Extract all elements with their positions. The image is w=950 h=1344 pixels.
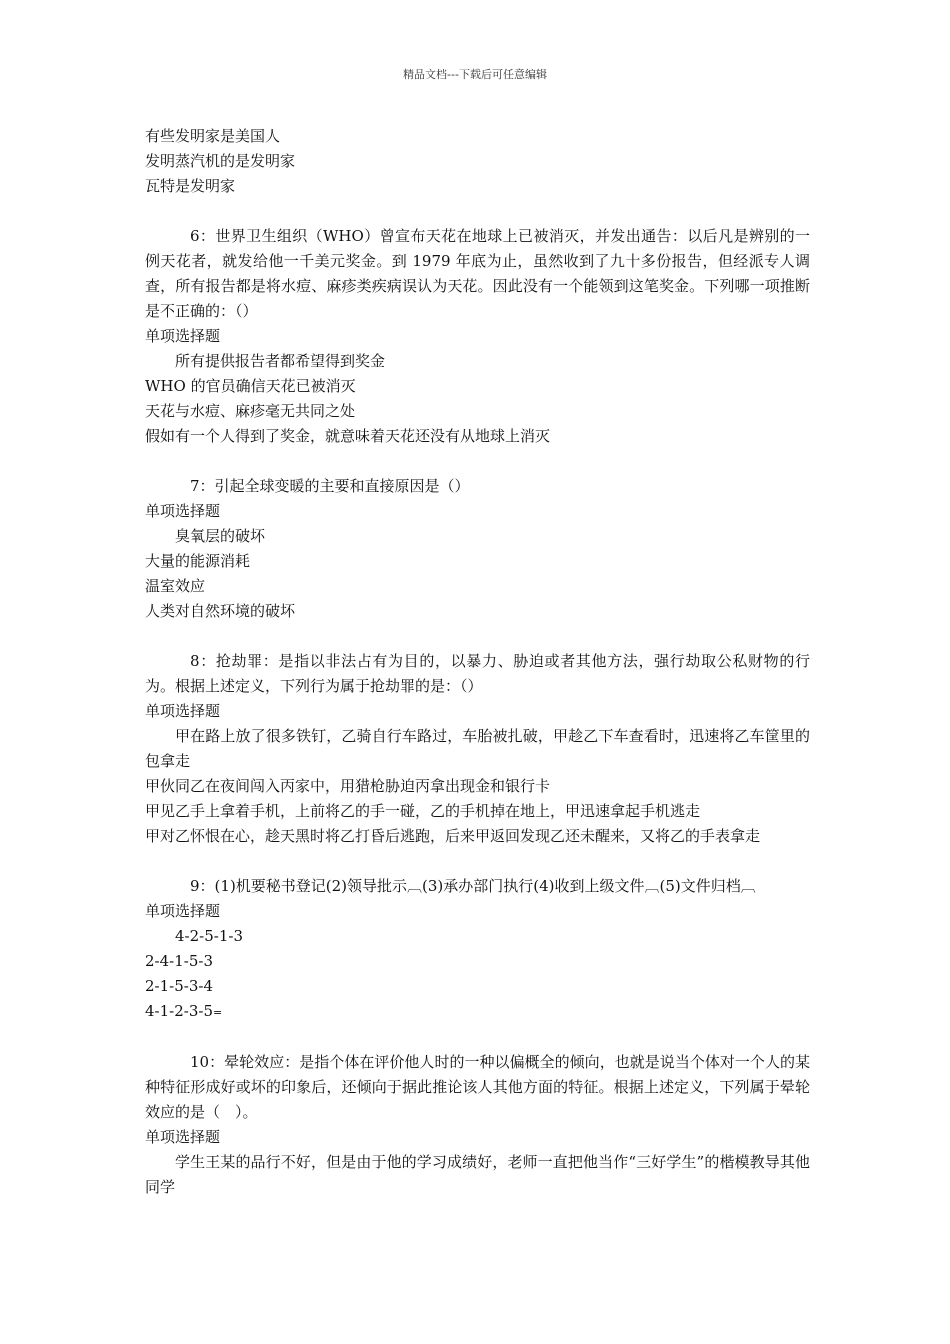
option-d: 甲对乙怀恨在心，趁天黑时将乙打昏后逃跑，后来甲返回发现乙还未醒来，又将乙的手表拿走 xyxy=(145,827,761,845)
question-type-label: 单项选择题 xyxy=(145,702,221,720)
option-c: 甲见乙手上拿着手机，上前将乙的手一碰，乙的手机掉在地上，甲迅速拿起手机逃走 xyxy=(145,802,701,820)
option-c: 2-1-5-3-4 xyxy=(145,977,213,995)
option-a: 学生王某的品行不好，但是由于他的学习成绩好，老师一直把他当作“三好学生”的楷模教导其他同学 xyxy=(145,1153,810,1196)
question-type-label: 单项选择题 xyxy=(145,902,221,920)
option-d-text: 4-1-2-3-5 xyxy=(145,1002,213,1020)
option-c: 天花与水痘、麻疹毫无共同之处 xyxy=(145,402,356,420)
option-a: 臭氧层的破坏 xyxy=(175,527,266,545)
question-7-stem: 7：引起全球变暖的主要和直接原因是（） xyxy=(190,477,470,495)
option-a: 所有提供报告者都希望得到奖金 xyxy=(175,352,386,370)
intro-line: 发明蒸汽机的是发明家 xyxy=(145,152,296,170)
question-type-label: 单项选择题 xyxy=(145,502,221,520)
option-d xyxy=(145,999,810,1025)
option-b: 甲伙同乙在夜间闯入丙家中，用猎枪胁迫丙拿出现金和银行卡 xyxy=(145,777,551,795)
option-a: 4-2-5-1-3 xyxy=(175,927,243,945)
option-d-mark: = xyxy=(213,1006,223,1019)
question-10-stem: 10：晕轮效应：是指个体在评价他人时的一种以偏概全的倾向，也就是说当个体对一个人的某种特征形成好或坏的印象后，还倾向于据此推论该人其他方面的特征。根据上述定义，下列属于晕轮效应的是（ ）。 xyxy=(145,1053,810,1121)
document-body xyxy=(145,124,810,1200)
option-b: WHO 的官员确信天花已被消灭 xyxy=(145,377,356,395)
question-9-stem: 9：(1)机要秘书登记(2)领导批示︹(3)承办部门执行(4)收到上级文件︹(5)文件归档︹ xyxy=(190,877,756,895)
option-c: 温室效应 xyxy=(145,577,206,595)
intro-line: 有些发明家是美国人 xyxy=(145,127,281,145)
page-header: 精品文档---下载后可任意编辑 xyxy=(403,68,547,81)
option-b: 大量的能源消耗 xyxy=(145,552,251,570)
option-b: 2-4-1-5-3 xyxy=(145,952,213,970)
option-a: 甲在路上放了很多铁钉，乙骑自行车路过，车胎被扎破，甲趁乙下车查看时，迅速将乙车筐里的包拿走 xyxy=(145,727,810,770)
question-type-label: 单项选择题 xyxy=(145,1128,221,1146)
option-d: 假如有一个人得到了奖金，就意味着天花还没有从地球上消灭 xyxy=(145,427,551,445)
question-6-stem: 6：世界卫生组织（WHO）曾宣布天花在地球上已被消灭，并发出通告：以后凡是辨别的一例天花者，就发给他一千美元奖金。到 1979 年底为止，虽然收到了九十多份报告，但经派专人调查，所有报告都是将水痘、麻疹类疾病误认为天花。因此没有一个能领到这笔奖金。下列哪一项推断是不正确的：（） xyxy=(145,227,810,320)
question-8-stem: 8：抢劫罪：是指以非法占有为目的，以暴力、胁迫或者其他方法，强行劫取公私财物的行为。根据上述定义，下列行为属于抢劫罪的是：（） xyxy=(145,652,810,695)
question-type-label: 单项选择题 xyxy=(145,327,221,345)
intro-line: 瓦特是发明家 xyxy=(145,177,236,195)
option-d: 人类对自然环境的破坏 xyxy=(145,602,296,620)
